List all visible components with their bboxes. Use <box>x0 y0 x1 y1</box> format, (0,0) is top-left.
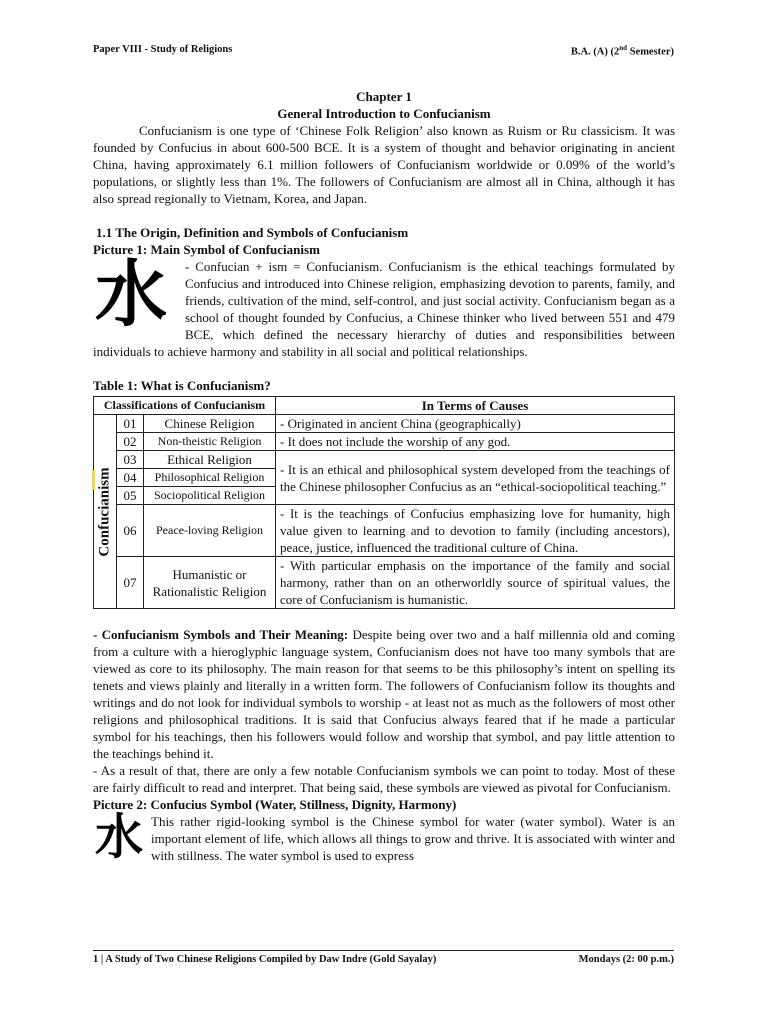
table-header-classifications: Classifications of Confucianism <box>94 397 276 415</box>
vertical-label: Confucianism <box>96 466 113 557</box>
picture1-block <box>93 252 675 360</box>
highlight-mark <box>92 470 95 490</box>
footer-title: 1 | A Study of Two Chinese Religions Compiled by Daw Indre (Gold Sayalay) <box>93 954 437 965</box>
table1-caption: Table 1: What is Confucianism? <box>93 378 271 393</box>
row-cause: - With particular emphasis on the importance of the family and social harmony, rather than on an otherworldly source of spiritual values, the core of Confucianism is humanistic. <box>276 557 675 609</box>
vertical-label-cell <box>94 415 117 609</box>
water-paragraph: This rather rigid-looking symbol is the Chinese symbol for water (water symbol). Water is an important element of life, which allows all things to grow and thrive. It is associated with winter and with stillness. The water symbol is used to express <box>151 814 675 863</box>
row-number: 04 <box>117 469 144 487</box>
row-cause: - It is an ethical and philosophical system developed from the teachings of the Chinese philosopher Confucius as an “ethical-sociopolitical teaching.” <box>276 451 675 505</box>
row-number: 01 <box>117 415 144 433</box>
table-row <box>94 505 675 557</box>
header-course: Paper VIII - Study of Religions <box>93 44 233 55</box>
table-header-row <box>94 397 675 415</box>
picture1-caption: Picture 1: Main Symbol of Confucianism <box>93 242 320 257</box>
footer-schedule: Mondays (2: 00 p.m.) <box>578 954 674 965</box>
confucianism-table <box>93 396 675 609</box>
table-header-causes: In Terms of Causes <box>276 397 675 415</box>
symbols-paragraph-2: - As a result of that, there are only a few notable Confucianism symbols we can point to today. Most of these are fairly difficult to read and interpret. That being said, these symbols are viewed as pivotal for Confucianism. <box>93 763 675 795</box>
row-classification: Peace-loving Religion <box>144 505 276 557</box>
page-header <box>93 44 674 58</box>
row-number: 07 <box>117 557 144 609</box>
row-cause: - It does not include the worship of any god. <box>276 433 675 451</box>
picture2-caption: Picture 2: Confucius Symbol (Water, Stillness, Dignity, Harmony) <box>93 797 457 812</box>
symbols-lead: - Confucianism Symbols and Their Meaning: <box>93 627 349 642</box>
row-cause: - Originated in ancient China (geographically) <box>276 415 675 433</box>
picture2-block <box>93 809 675 865</box>
table-row <box>94 557 675 609</box>
row-classification: Sociopolitical Religion <box>144 487 276 505</box>
table-row <box>94 433 675 451</box>
row-number: 05 <box>117 487 144 505</box>
header-semester: B.A. (A) (2nd Semester) <box>570 44 674 58</box>
row-classification: Humanistic or Rationalistic Religion <box>144 557 276 609</box>
chapter-subtitle: General Introduction to Confucianism <box>277 106 491 121</box>
table-row <box>94 415 675 433</box>
page-footer <box>93 950 674 965</box>
section-heading-1-1: 1.1 The Origin, Definition and Symbols of Confucianism <box>96 225 409 240</box>
symbols-paragraph: - Confucianism Symbols and Their Meaning: Despite being over two and a half millennia old and coming from a culture with a hieroglyphic language system, Confucianism does not have too many symbols that are viewed as core to its philosophy. The main reason for that seems to be this philosophy’s intent on spelling its tenets and views plainly and literally in a written form. The followers of Confucianism follow its thoughts and writings and do not look for individual symbols to worship - at least not as much as the followers of most other religions and philosophical traditions. It is said that Confucius always feared that if he made a particular symbol for his teachings, then his followers would follow and worship that symbol, and pay little attention to the teachings behind it. <box>93 627 676 761</box>
table-row <box>94 451 675 469</box>
definition-paragraph: - Confucian + ism = Confucianism. Confucianism is the ethical teachings formulated by Confucius and introduced into Chinese religion, emphasizing devotion to parents, family, and friends, cultivation of the mind, self-control, and just social activity. Confucianism began as a school of thought founded by Confucius, a Chinese thinker who lived between 551 and 479 BCE, which defined the necessary hierarchy of duties and responsibilities between individuals to achieve harmony and stability in all social and political relationships. <box>93 259 675 359</box>
row-number: 02 <box>117 433 144 451</box>
intro-paragraph: Confucianism is one type of ‘Chinese Folk Religion’ also known as Ruism or Ru classicism. It was founded by Confucius in about 600-500 BCE. It is a system of thought and behavior originating in ancient China, having approximately 6.1 million followers of Confucianism worldwide or 0.09% of the world’s populations, or slightly less than 1%. The followers of Confucianism are almost all in China, although it has also spread regionally to Vietnam, Korea, and Japan. <box>93 123 675 206</box>
row-number: 06 <box>117 505 144 557</box>
chapter-title: Chapter 1 <box>356 89 412 104</box>
row-number: 03 <box>117 451 144 469</box>
water-symbol-icon: 水 <box>95 809 144 865</box>
row-classification: Ethical Religion <box>144 451 276 469</box>
row-classification: Philosophical Religion <box>144 469 276 487</box>
row-classification: Non-theistic Religion <box>144 433 276 451</box>
water-glyph-icon: 水 <box>95 252 168 336</box>
row-cause: - It is the teachings of Confucius emphasizing love for humanity, high value given to learning and to devotion to family (including ancestors), peace, justice, influenced the traditional culture of China. <box>276 505 675 557</box>
row-classification: Chinese Religion <box>144 415 276 433</box>
page-body <box>93 88 675 865</box>
